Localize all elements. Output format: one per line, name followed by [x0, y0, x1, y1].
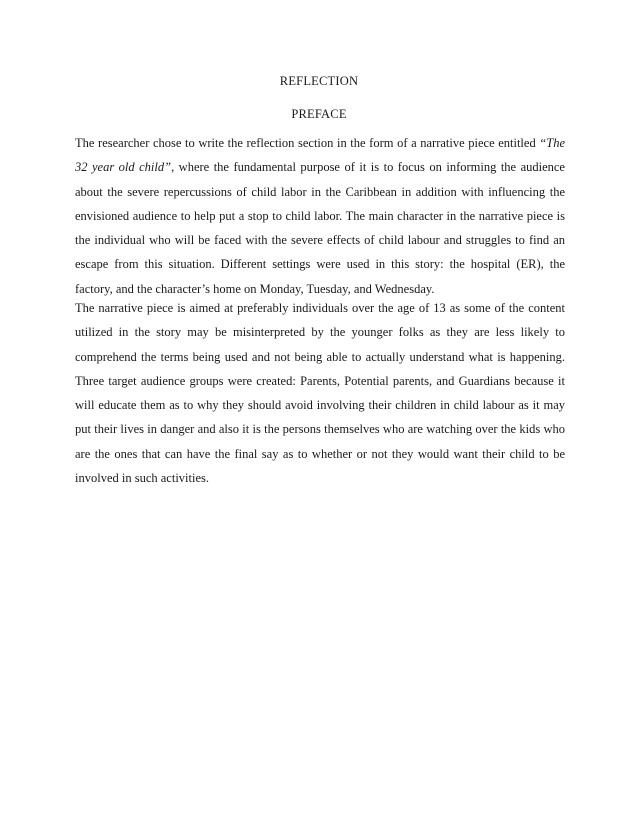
paragraph-line: comprehend the terms being used and not being able to actually understand what is happening.	[75, 349, 565, 364]
paragraph-line: put their lives in danger and also it is the persons themselves who are watching over the kids who	[75, 422, 565, 437]
paragraph-line: The narrative piece is aimed at preferably individuals over the age of 13 as some of the content	[75, 301, 565, 315]
story-title: “The	[539, 136, 565, 150]
paragraph-line: factory, and the character’s home on Monday, Tuesday, and Wednesday.	[75, 281, 435, 296]
section-heading: PREFACE	[291, 107, 347, 121]
text-run: , where the fundamental purpose of it is to focus on informing the audience	[171, 160, 565, 175]
paragraph-2	[75, 296, 565, 490]
story-title: 32 year old child”	[75, 160, 172, 175]
paragraph-line: envisioned audience to help put a stop to child labor. The main character in the narrative piece is	[75, 208, 565, 223]
paragraph-line: Three target audience groups were created: Parents, Potential parents, and Guardians because it	[75, 373, 565, 388]
paragraph-line: escape from this situation. Different settings were used in this story: the hospital (ER), the	[75, 257, 565, 272]
paragraph-line	[75, 131, 565, 155]
text-run: The researcher chose to write the reflection section in the form of a narrative piece entitled	[75, 136, 540, 150]
paragraph-1	[75, 131, 565, 301]
paragraph-line	[75, 155, 565, 179]
paragraph-line: the individual who will be faced with the severe effects of child labour and struggles to find an	[75, 233, 565, 248]
paragraph-line: about the severe repercussions of child labor in the Caribbean in addition with influencing the	[75, 184, 565, 199]
paragraph-line: involved in such activities.	[75, 471, 210, 486]
page-title: REFLECTION	[279, 74, 359, 88]
paragraph-line: are the ones that can have the final say as to whether or not they would want their child to be	[75, 446, 565, 461]
paragraph-line: utilized in the story may be misinterpreted by the younger folks as they are less likely to	[75, 325, 565, 340]
paragraph-line: will educate them as to why they should avoid involving their children in child labour as it may	[75, 398, 565, 413]
